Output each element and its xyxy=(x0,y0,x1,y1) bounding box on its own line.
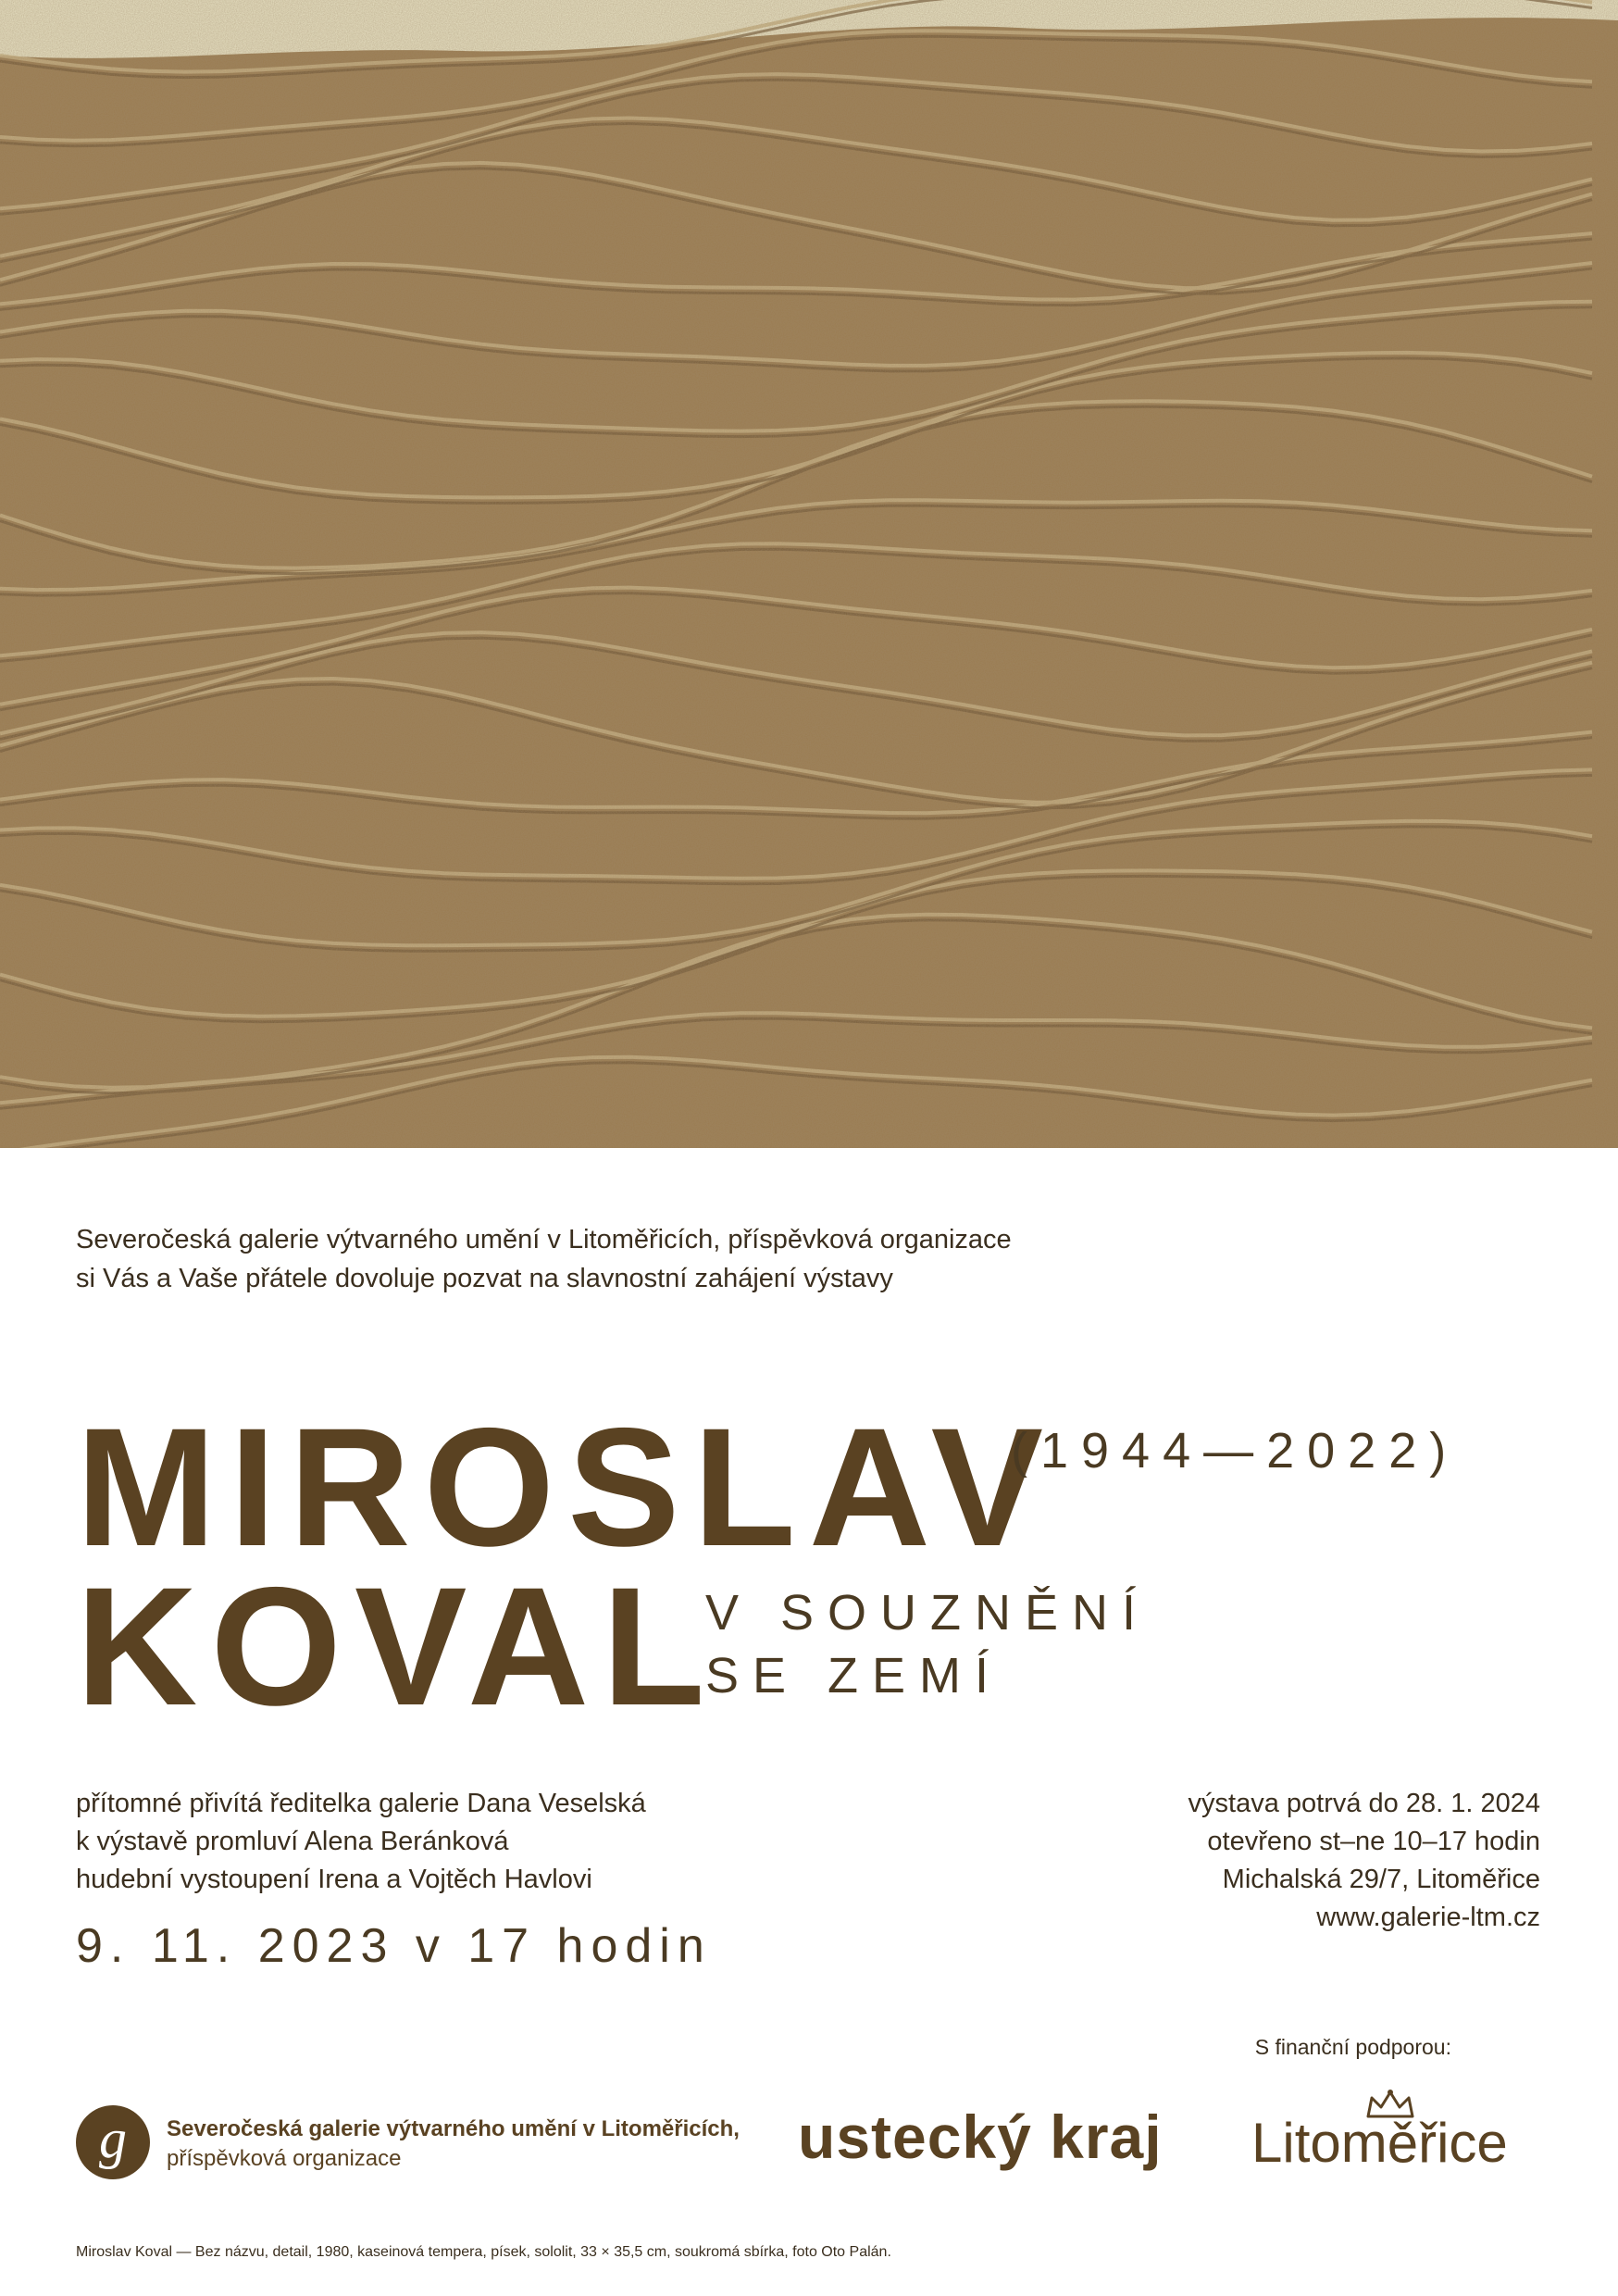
info-hours: otevřeno st–ne 10–17 hodin xyxy=(1207,1827,1540,1856)
details-line-3: hudební vystoupení Irena a Vojtěch Havlovi xyxy=(76,1865,592,1894)
opening-details xyxy=(76,1785,646,1899)
gallery-name xyxy=(167,2115,740,2174)
gallery-name-bold: Severočeská galerie výtvarného umění v Litoměřicích, xyxy=(167,2116,740,2141)
info-duration: výstava potrvá do 28. 1. 2024 xyxy=(1188,1789,1540,1818)
subtitle-line-2: SE ZEMÍ xyxy=(705,1648,1003,1703)
opening-datetime: 9. 11. 2023 v 17 hodin xyxy=(76,1919,712,1973)
artwork-caption: Miroslav Koval — Bez názvu, detail, 1980, kaseinová tempera, písek, sololit, 33 × 35,5 cm, soukromá sbírka, foto Oto Palán. xyxy=(76,2244,891,2260)
invitation-line-1: Severočeská galerie výtvarného umění v Litoměřicích, příspěvková organizace xyxy=(76,1225,1012,1254)
invitation-line-2: si Vás a Vaše přátele dovoluje pozvat na slavnostní zahájení výstavy xyxy=(76,1264,893,1293)
gallery-name-regular: příspěvková organizace xyxy=(167,2146,402,2171)
ustecky-kraj-logo: ustecký kraj xyxy=(798,2103,1163,2171)
litomerice-logo: Litoměřice xyxy=(1251,2112,1508,2174)
exhibition-subtitle xyxy=(705,1581,1150,1707)
artist-last-name: KOVAL xyxy=(76,1552,718,1741)
artist-years: (1944—2022) xyxy=(1011,1423,1460,1479)
details-line-1: přítomné přivítá ředitelka galerie Dana Veselská xyxy=(76,1789,646,1818)
gallery-logo-icon: g xyxy=(76,2105,150,2179)
info-website-link[interactable]: www.galerie-ltm.cz xyxy=(1316,1903,1540,1932)
artist-first-name: MIROSLAV xyxy=(76,1392,1057,1581)
info-address: Michalská 29/7, Litoměřice xyxy=(1222,1865,1540,1894)
invitation-text xyxy=(76,1220,1012,1298)
subtitle-line-1: V SOUZNĚNÍ xyxy=(705,1585,1151,1641)
details-line-2: k výstavě promluví Alena Beránková xyxy=(76,1827,509,1856)
exhibition-info xyxy=(1189,1785,1540,1937)
support-label: S finanční podporou: xyxy=(1254,2035,1451,2059)
